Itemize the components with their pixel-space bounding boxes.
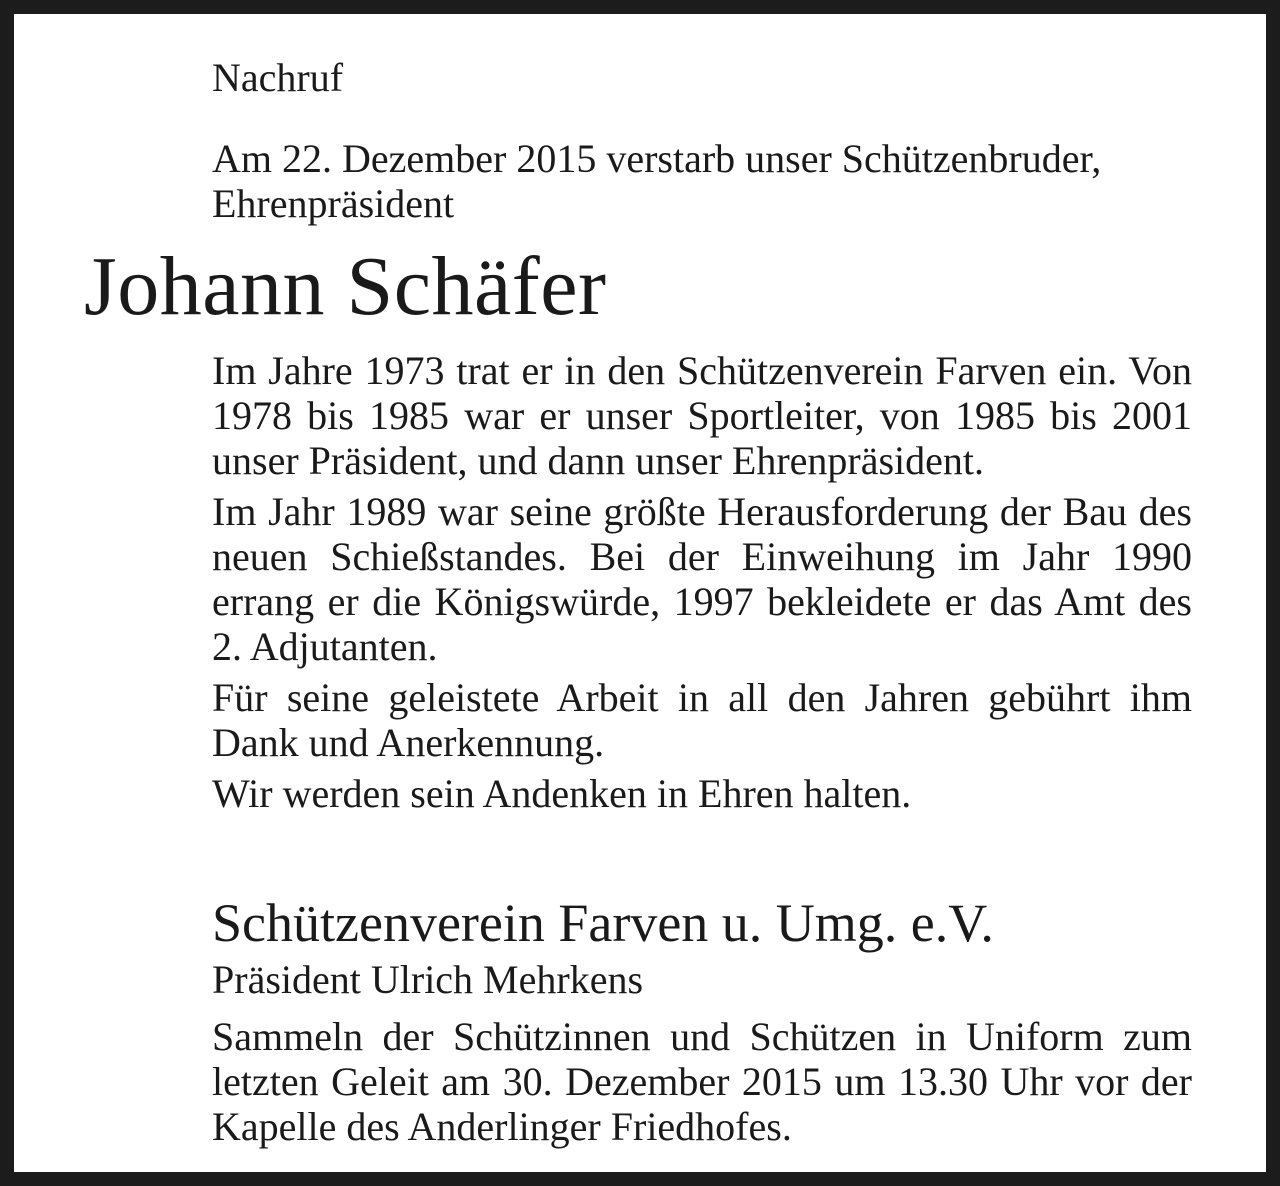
notice-heading: Nachruf (212, 55, 344, 100)
president-signature: Präsident Ulrich Mehrkens (212, 957, 644, 1002)
deceased-name: Johann Schäfer (84, 240, 607, 333)
body-paragraph: Für seine geleistete Arbeit in all den Jahren gebührt ihm Dank und Anerkennung. (212, 675, 1192, 765)
club-name: Schützenverein Farven u. Umg. e.V. (212, 893, 994, 953)
intro-line-2: Ehrenpräsident (212, 181, 455, 226)
body-paragraph: Im Jahre 1973 trat er in den Schützenverein Farven ein. Von 1978 bis 1985 war er unser Sportleiter, von 1985 bis 2001 unser Präsident, und dann unser Ehrenpräsident. (212, 348, 1192, 483)
intro-line-1: Am 22. Dezember 2015 verstarb unser Schützenbruder, (212, 136, 1102, 181)
funeral-details: Sammeln der Schützinnen und Schützen in Uniform zum letzten Geleit am 30. Dezember 2015 um 13.30 Uhr vor der Kapelle des Anderlinger Friedhofes. (212, 1014, 1192, 1149)
notice-body (212, 348, 1192, 822)
notice-intro (212, 136, 1192, 226)
body-paragraph: Im Jahr 1989 war seine größte Herausforderung der Bau des neuen Schießstandes. Bei der Einweihung im Jahr 1990 errang er die Königswürde, 1997 bekleidete er das Amt des 2. Adjutanten. (212, 489, 1192, 669)
body-paragraph: Wir werden sein Andenken in Ehren halten. (212, 771, 912, 816)
